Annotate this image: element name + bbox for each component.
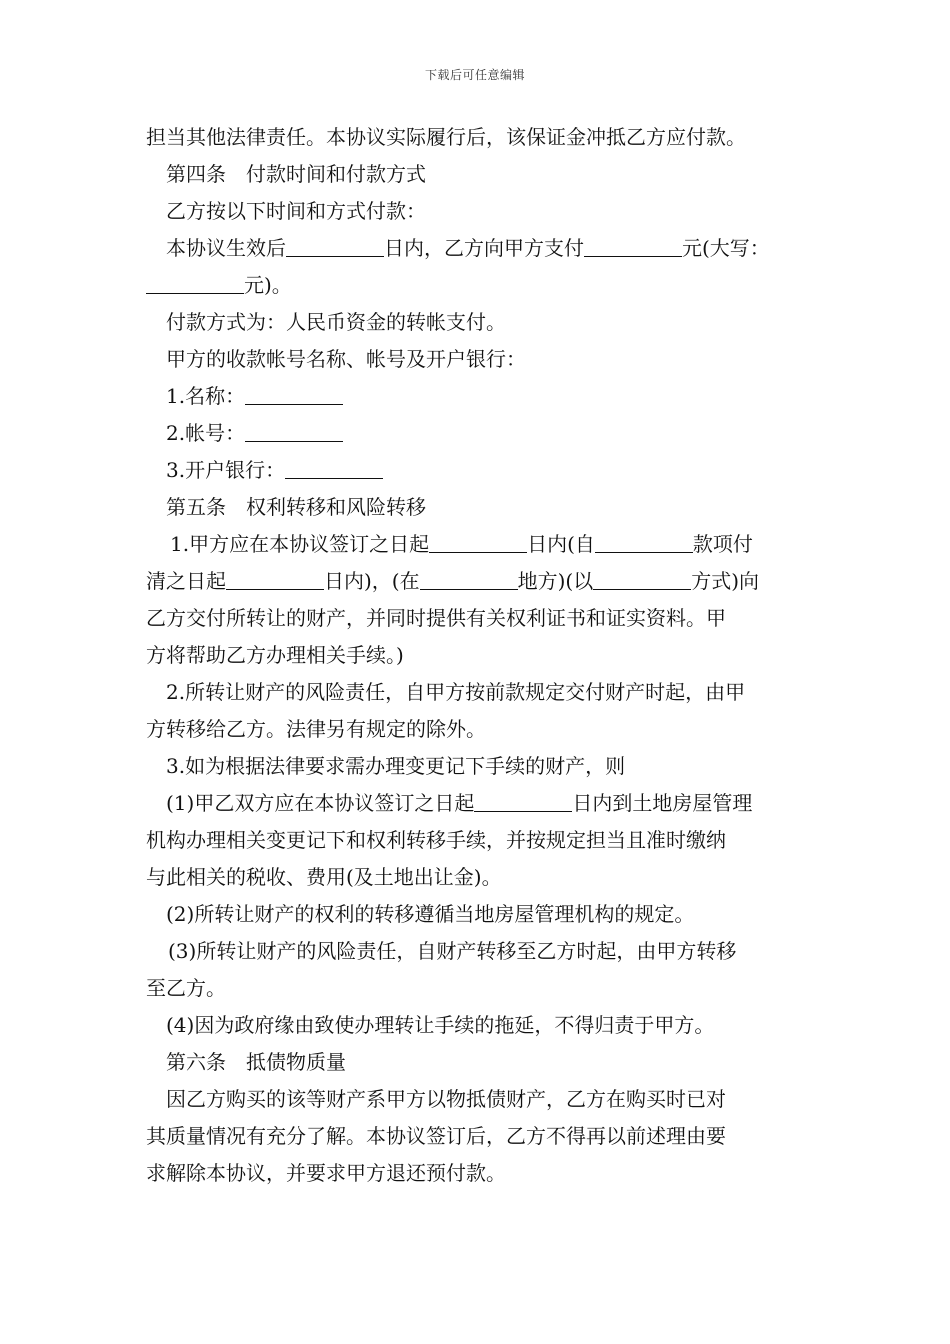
text-segment: 日内)，(在 xyxy=(324,569,420,593)
paragraph-line: 机构办理相关变更记下和权利转移手续，并按规定担当且准时缴纳 xyxy=(146,828,726,852)
text-segment: 清之日起 xyxy=(146,569,226,593)
blank-field xyxy=(245,382,343,405)
blank-field xyxy=(593,567,691,590)
paragraph-line: 甲方的收款帐号名称、帐号及开户银行： xyxy=(166,347,526,371)
paragraph-line: 求解除本协议，并要求甲方退还预付款。 xyxy=(146,1161,506,1185)
article-heading: 第四条 付款时间和付款方式 xyxy=(166,162,426,186)
text-segment: 元(大写： xyxy=(682,236,770,260)
paragraph-line: 其质量情况有充分了解。本协议签订后，乙方不得再以前述理由要 xyxy=(146,1124,726,1148)
paragraph-line xyxy=(146,563,818,600)
paragraph-line: 乙方交付所转让的财产，并同时提供有关权利证书和证实资料。甲 xyxy=(146,606,726,630)
article-heading: 第五条 权利转移和风险转移 xyxy=(166,495,426,519)
text-segment: 款项付 xyxy=(692,532,753,556)
paragraph-line xyxy=(146,230,818,267)
blank-field xyxy=(595,530,693,553)
paragraph-line: 付款方式为：人民币资金的转帐支付。 xyxy=(166,310,506,334)
blank-field xyxy=(429,530,527,553)
text-segment: 2.帐号： xyxy=(166,421,246,445)
page-header: 下载后可任意编辑 xyxy=(424,68,525,82)
paragraph-line: 担当其他法律责任。本协议实际履行后，该保证金冲抵乙方应付款。 xyxy=(146,125,746,149)
paragraph-line xyxy=(146,452,818,489)
blank-field xyxy=(474,789,572,812)
text-segment: 地方)(以 xyxy=(517,569,594,593)
text-segment: 日内到土地房屋管理 xyxy=(572,791,753,815)
paragraph-line: 乙方按以下时间和方式付款： xyxy=(166,199,426,223)
blank-field xyxy=(226,567,324,590)
paragraph-line: 方将帮助乙方办理相关手续。) xyxy=(146,643,404,667)
blank-field xyxy=(420,567,518,590)
text-segment: 日内(自 xyxy=(527,532,595,556)
paragraph-line: 方转移给乙方。法律另有规定的除外。 xyxy=(146,717,486,741)
paragraph-line: (4)因为政府缘由致使办理转让手续的拖延，不得归责于甲方。 xyxy=(166,1013,715,1037)
paragraph-line: 3.如为根据法律要求需办理变更记下手续的财产，则 xyxy=(166,754,626,778)
paragraph-line: 2.所转让财产的风险责任，自甲方按前款规定交付财产时起，由甲 xyxy=(166,680,746,704)
blank-field xyxy=(584,234,682,257)
text-segment: 1.名称： xyxy=(166,384,246,408)
paragraph-line: (2)所转让财产的权利的转移遵循当地房屋管理机构的规定。 xyxy=(166,902,695,926)
paragraph-line xyxy=(146,785,818,822)
blank-field xyxy=(285,456,383,479)
text-segment: 1.甲方应在本协议签订之日起 xyxy=(170,532,430,556)
text-segment: 日内，乙方向甲方支付 xyxy=(384,236,584,260)
paragraph-line: 至乙方。 xyxy=(146,976,226,1000)
article-heading: 第六条 抵债物质量 xyxy=(166,1050,346,1074)
blank-field xyxy=(286,234,384,257)
paragraph-line xyxy=(146,415,818,452)
document-body xyxy=(146,119,818,1192)
blank-field xyxy=(146,271,244,294)
paragraph-line xyxy=(146,267,818,304)
text-segment: 方式)向 xyxy=(691,569,760,593)
text-segment: 元)。 xyxy=(244,273,292,297)
text-segment: 3.开户银行： xyxy=(166,458,286,482)
paragraph-line: 与此相关的税收、费用(及土地出让金)。 xyxy=(146,865,502,889)
paragraph-line xyxy=(146,526,818,563)
text-segment: (1)甲乙双方应在本协议签订之日起 xyxy=(166,791,475,815)
paragraph-line: 因乙方购买的该等财产系甲方以物抵债财产，乙方在购买时已对 xyxy=(166,1087,726,1111)
paragraph-line xyxy=(146,378,818,415)
blank-field xyxy=(245,419,343,442)
text-segment: 本协议生效后 xyxy=(166,236,286,260)
paragraph-line: (3)所转让财产的风险责任，自财产转移至乙方时起，由甲方转移 xyxy=(168,939,737,963)
